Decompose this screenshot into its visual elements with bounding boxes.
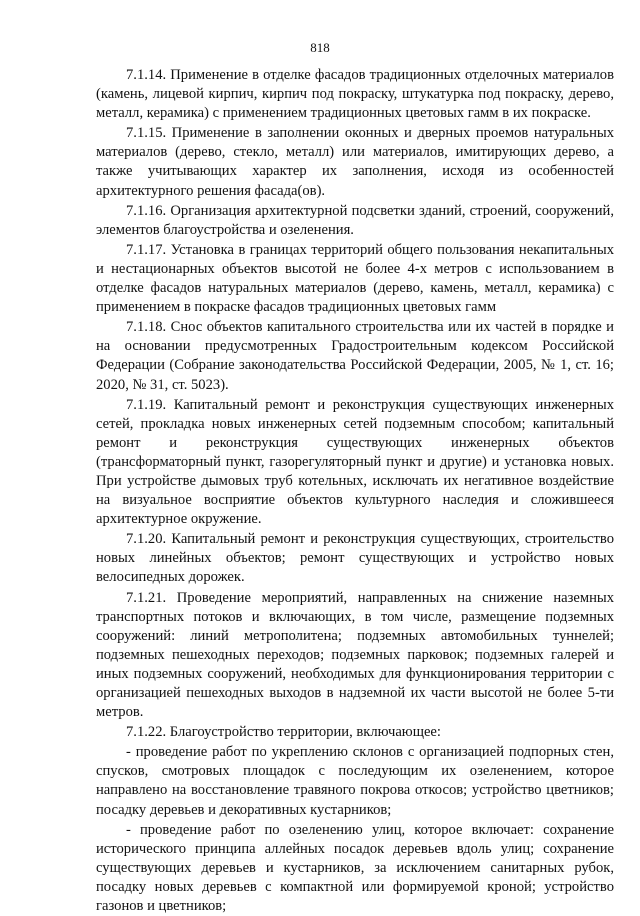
paragraph-7-1-18: 7.1.18. Снос объектов капитального строительства или их частей в порядке и на основании предусмотренных Градостроительным кодексом Российской Федерации (Собрание законодательства Российской Федерации, 2005, № 1, ст. 16; 2020, № 31, ст. 5023).: [96, 319, 614, 393]
paragraph-7-1-16: 7.1.16. Организация архитектурной подсветки зданий, строений, сооружений, элементов благоустройства и озеленения.: [96, 202, 614, 238]
page-number: 818: [310, 40, 330, 55]
paragraph-7-1-15: 7.1.15. Применение в заполнении оконных и дверных проемов натуральных материалов (дерево, стекло, металл) или материалов, имитирующих дерево, а также учитывающих характер их заполнения, исходя из особенностей архитектурного решения фасада(ов).: [96, 125, 614, 199]
paragraph-7-1-17: 7.1.17. Установка в границах территорий общего пользования некапитальных и нестационарных объектов высотой не более 4-х метров с использованием в отделке фасадов натуральных материалов (дерево, камень, металл, керамика) с применением в покраске фасадов традиционных цветовых гамм: [96, 241, 614, 316]
list-item-greening: - проведение работ по озеленению улиц, которое включает: сохранение исторического принципа аллейных посадок деревьев вдоль улиц; сохранение существующих деревьев и кустарников, за исключением санитарных рубок, посадку новых деревьев с компактной или формируемой кроной; устройство газонов и цветников;: [96, 821, 614, 915]
document-body: [96, 66, 614, 916]
paragraph-7-1-20: 7.1.20. Капитальный ремонт и реконструкция существующих, строительство новых линейных объектов; ремонт существующих и устройство новых велосипедных дорожек.: [96, 531, 614, 586]
paragraph-7-1-21: 7.1.21. Проведение мероприятий, направленных на снижение наземных транспортных потоков и включающих, в том числе, размещение подземных сооружений: линий метрополитена; подземных автомобильных туннелей; подземных пешеходных переходов; подземных парковок; подземных галерей и иных подземных сооружений, необходимых для функционирования территории с организацией пешеходных выходов в надземной их части высотой не более 5-ти метров.: [96, 589, 614, 721]
paragraph-7-1-22: 7.1.22. Благоустройство территории, включающее:: [126, 724, 441, 741]
paragraph-7-1-14: 7.1.14. Применение в отделке фасадов традиционных отделочных материалов (камень, лицевой кирпич, кирпич под покраску, штукатурка под покраску, дерево, металл, керамика) с применением традиционных цветовых гамм в их покраске.: [96, 67, 614, 122]
list-item-slopes: - проведение работ по укреплению склонов с организацией подпорных стен, спусков, смотровых площадок с последующим их озеленением, которое направлено на восстановление травяного покрова откосов; устройство цветников; посадку деревьев и декоративных кустарников;: [96, 744, 614, 818]
paragraph-7-1-19: 7.1.19. Капитальный ремонт и реконструкция существующих инженерных сетей, прокладка новых инженерных сетей подземным способом; капитальный ремонт и реконструкция существующих инженерных объектов (трансформаторный пункт, газорегуляторный пункт и другие) и установка новых. При устройстве дымовых труб котельных, исключать их негативное воздействие на визуальное восприятие объектов культурного наследия и сложившееся архитектурное окружение.: [96, 396, 614, 528]
